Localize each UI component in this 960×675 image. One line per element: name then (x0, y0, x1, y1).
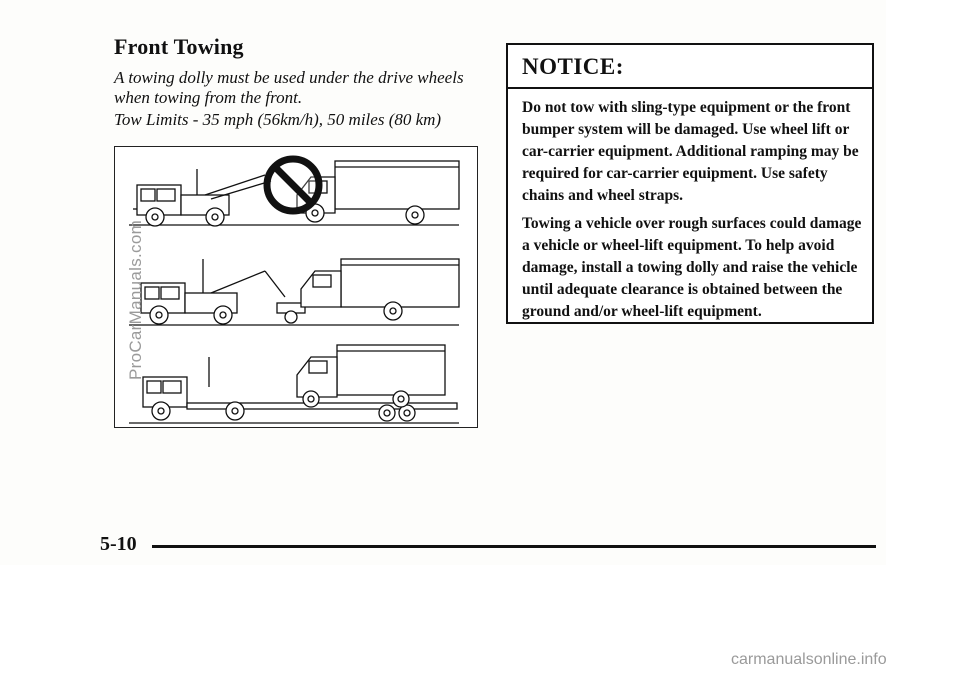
box-van-drawing (297, 345, 445, 407)
section-heading: Front Towing (114, 34, 244, 59)
footer-rule (152, 545, 876, 548)
panel-wheel-lift-with-dolly (129, 259, 459, 325)
tow-truck-drawing (133, 169, 271, 226)
notice-paragraph: Do not tow with sling-type equipment or the front bumper system will be damaged. Use wheel lift or car-carrier equipment. Additional ramping may be required for car-carrier equipment. Use safety chains and wheel straps. (522, 99, 859, 204)
watermark-text: ProCarManuals.com (126, 219, 145, 380)
tow-truck-drawing (141, 259, 285, 324)
notice-title: NOTICE: (508, 45, 872, 89)
intro-text: A towing dolly must be used under the drive wheels when towing from the front. (114, 68, 464, 107)
panel-wheel-lift-no-dolly (129, 159, 459, 226)
notice-box (506, 43, 874, 324)
panel-car-carrier (129, 345, 459, 423)
towing-illustration (114, 146, 478, 428)
notice-paragraph: Towing a vehicle over rough surfaces could damage a vehicle or wheel-lift equipment. To help avoid damage, install a towing dolly and raise the vehicle until adequate clearance is obtained between the ground and/or wheel-lift equipment. (522, 215, 862, 320)
notice-body (508, 89, 872, 323)
page-number: 5-10 (100, 533, 137, 555)
no-symbol-icon (267, 159, 319, 211)
footer-site-text: carmanualsonline.info (731, 651, 887, 668)
box-van-drawing (301, 259, 459, 320)
tow-limits-text: Tow Limits - 35 mph (56km/h), 50 miles (80 km) (114, 110, 442, 129)
